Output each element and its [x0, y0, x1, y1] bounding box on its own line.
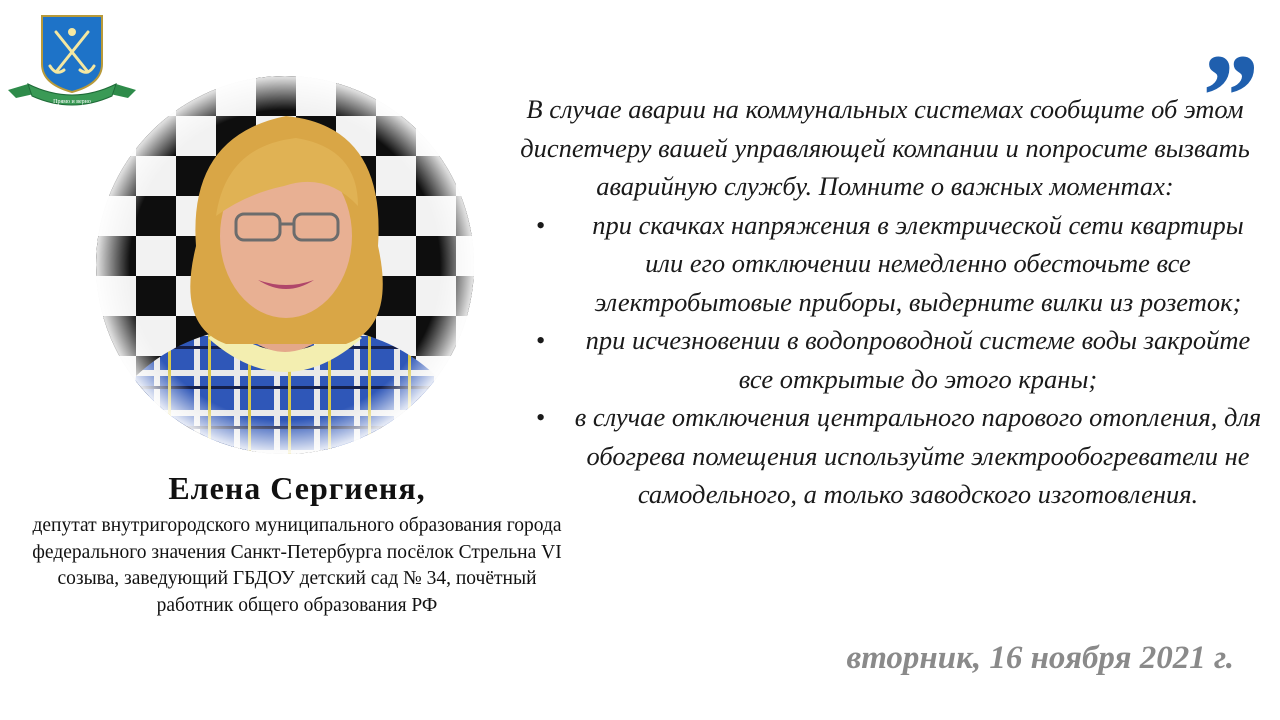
list-item: [500, 206, 1270, 322]
bullet-text: при скачках напряжения в электрической сети квартиры или его отключении немедленно обесточьте все электробытовые приборы, выдерните вилки из розеток;: [592, 209, 1244, 317]
bullet-text: в случае отключения центрального парового отопления, для обогрева помещения используйте электрообогреватели не самодельного, а только заводского изготовления.: [574, 402, 1262, 509]
emblem-ribbon-text: Прямо и верно: [53, 99, 91, 105]
coat-of-arms-icon: [6, 10, 138, 110]
person-description: депутат внутригородского муниципального образования города федерального значения Санкт-Петербурга посёлок Стрельна VI созыва, заведующий ГБДОУ детский сад № 34, почётный работник общего образования РФ: [32, 515, 562, 616]
list-item: [500, 398, 1270, 514]
person-name: Елена Сергиеня,: [168, 470, 426, 506]
list-item: [500, 321, 1270, 398]
bullet-icon: •: [536, 402, 546, 432]
publication-date: вторник, 16 ноября 2021 г.: [846, 640, 1234, 676]
quote-text: [500, 90, 1270, 514]
quote-bullet-list: [500, 206, 1270, 514]
portrait-photo: [96, 76, 474, 454]
bullet-icon: •: [536, 209, 546, 240]
quote-mark-icon: ”: [1196, 29, 1256, 162]
bullet-icon: •: [536, 325, 546, 355]
municipal-emblem: [6, 10, 138, 110]
quote-intro: В случае аварии на коммунальных системах сообщите об этом диспетчеру вашей управляющей компании и попросите вызвать аварийную службу. Помните о важных моментах:: [520, 94, 1250, 201]
bullet-text: при исчезновении в водопроводной системе воды закройте все открытые до этого краны;: [585, 325, 1251, 394]
